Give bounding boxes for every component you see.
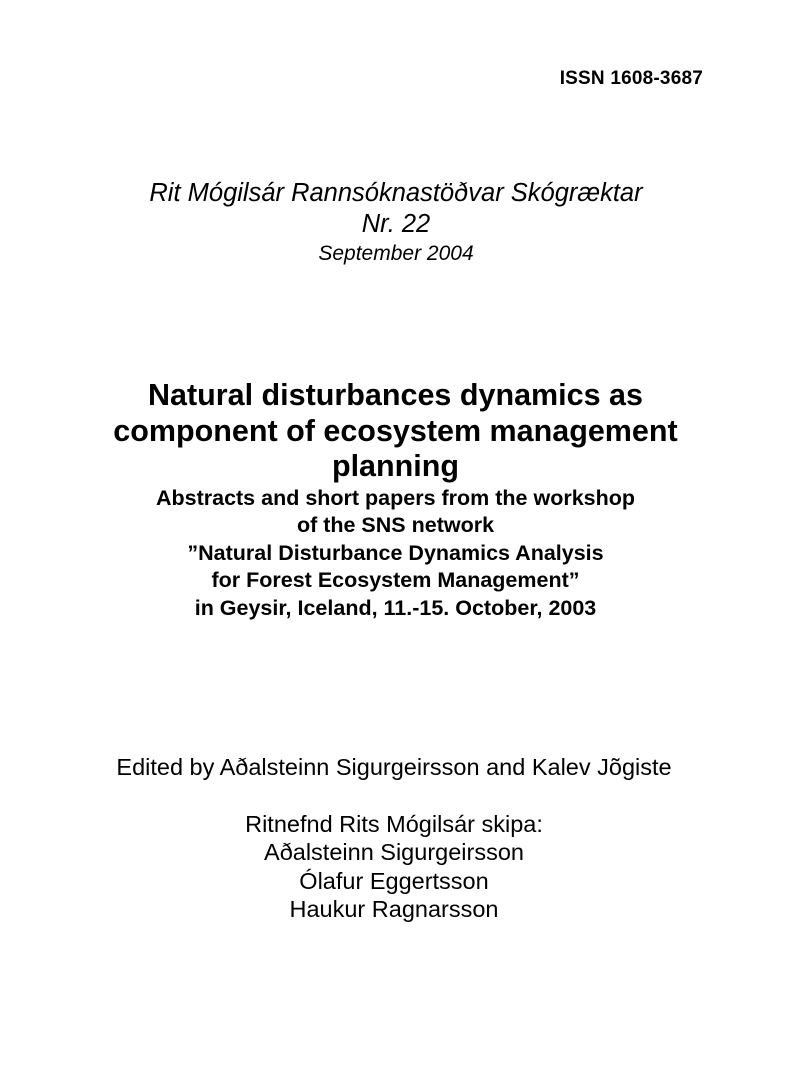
subtitle-line-1: Abstracts and short papers from the workshop bbox=[155, 485, 636, 510]
workshop-name-line-2: for Forest Ecosystem Management” bbox=[211, 568, 580, 592]
issn-number: ISSN 1608-3687 bbox=[559, 68, 703, 89]
main-title-line-1: Natural disturbances dynamics as bbox=[148, 378, 643, 412]
editorial-board-member: Aðalsteinn Sigurgeirsson bbox=[264, 839, 524, 865]
workshop-name-line-1: ”Natural Disturbance Dynamics Analysis bbox=[187, 540, 604, 565]
editors-section bbox=[0, 753, 788, 924]
edited-by-line: Edited by Aðalsteinn Sigurgeirsson and Kalev Jõgiste bbox=[116, 754, 672, 780]
subtitle-line-2: of the SNS network bbox=[296, 513, 495, 537]
main-title-line-3: planning bbox=[331, 449, 460, 483]
editor-spacer bbox=[0, 782, 788, 810]
series-number: Nr. 22 bbox=[361, 210, 431, 238]
workshop-location-date: in Geysir, Iceland, 11.-15. October, 2003 bbox=[194, 595, 597, 620]
editorial-board-heading: Ritnefnd Rits Mógilsár skipa: bbox=[245, 810, 543, 837]
series-name: Rit Mógilsár Rannsóknastöðvar Skógræktar bbox=[149, 179, 643, 207]
main-title-line-2: component of ecosystem management bbox=[113, 413, 678, 448]
title-section bbox=[0, 378, 791, 622]
editorial-board-member: Haukur Ragnarsson bbox=[289, 896, 499, 922]
series-header bbox=[0, 178, 792, 267]
series-date: September 2004 bbox=[318, 242, 474, 265]
editorial-board-member: Ólafur Eggertsson bbox=[299, 867, 489, 894]
